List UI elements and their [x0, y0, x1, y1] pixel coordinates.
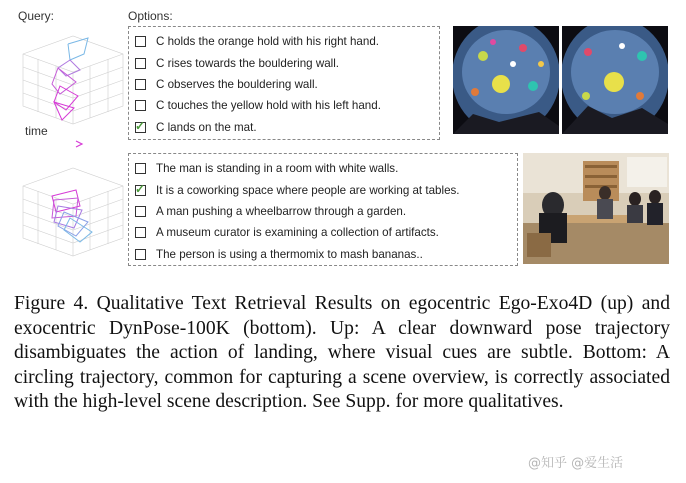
option-text: It is a coworking space where people are working at tables. — [156, 183, 460, 197]
checkbox-checked[interactable] — [135, 181, 146, 196]
option-item[interactable] — [135, 179, 517, 200]
checkmark-icon: ✓ — [135, 181, 146, 196]
option-item[interactable] — [135, 201, 517, 222]
options-box-bottom — [128, 153, 518, 266]
checkbox[interactable] — [135, 100, 146, 111]
pose-trajectory-plot-top — [18, 24, 128, 130]
checkbox[interactable] — [135, 36, 146, 47]
checkmark-icon: ✓ — [135, 118, 146, 133]
time-axis-label: time — [25, 124, 48, 138]
options-box-top — [128, 26, 440, 140]
checkbox[interactable] — [135, 206, 146, 217]
checkbox[interactable] — [135, 249, 146, 260]
option-text: C lands on the mat. — [156, 120, 257, 134]
checkbox[interactable] — [135, 79, 146, 90]
option-text: C rises towards the bouldering wall. — [156, 56, 340, 70]
option-item[interactable] — [135, 95, 439, 116]
option-item[interactable] — [135, 31, 439, 52]
bouldering-wall-image-2 — [562, 26, 668, 134]
option-text: A museum curator is examining a collection of artifacts. — [156, 226, 439, 240]
option-text: A man pushing a wheelbarrow through a garden. — [156, 204, 407, 218]
option-text: C observes the bouldering wall. — [156, 77, 318, 91]
checkbox[interactable] — [135, 227, 146, 238]
checkbox[interactable] — [135, 163, 146, 174]
query-label: Query: — [18, 9, 55, 23]
figure-caption: Figure 4. Qualitative Text Retrieval Results on egocentric Ego-Exo4D (up) and exocentric DynPose-100K (bottom). Up: A clear downward pose trajectory disambiguates the action of landing, where visual cues are subtle. Bottom: A circling trajectory, common for capturing a scene overview, is correctly associated with the high-level scene description. See Supp. for more qualitatives. — [14, 293, 670, 413]
coworking-space-image — [523, 153, 669, 264]
option-text: C touches the yellow hold with his left hand. — [156, 99, 381, 113]
time-arrow-icon — [24, 140, 84, 148]
option-item[interactable] — [135, 158, 517, 179]
option-item[interactable] — [135, 52, 439, 73]
option-item[interactable] — [135, 117, 439, 138]
watermark: @知乎 @爱生活 — [528, 456, 624, 471]
option-text: The person is using a thermomix to mash bananas.. — [156, 247, 423, 261]
checkbox-checked[interactable] — [135, 118, 146, 133]
checkbox[interactable] — [135, 58, 146, 69]
options-label: Options: — [128, 9, 173, 23]
option-item[interactable] — [135, 222, 517, 243]
option-item[interactable] — [135, 244, 517, 265]
bouldering-wall-image-1 — [453, 26, 559, 134]
pose-trajectory-plot-bottom — [18, 156, 128, 262]
option-item[interactable] — [135, 74, 439, 95]
option-text: C holds the orange hold with his right hand. — [156, 35, 379, 49]
option-text: The man is standing in a room with white walls. — [156, 162, 399, 176]
